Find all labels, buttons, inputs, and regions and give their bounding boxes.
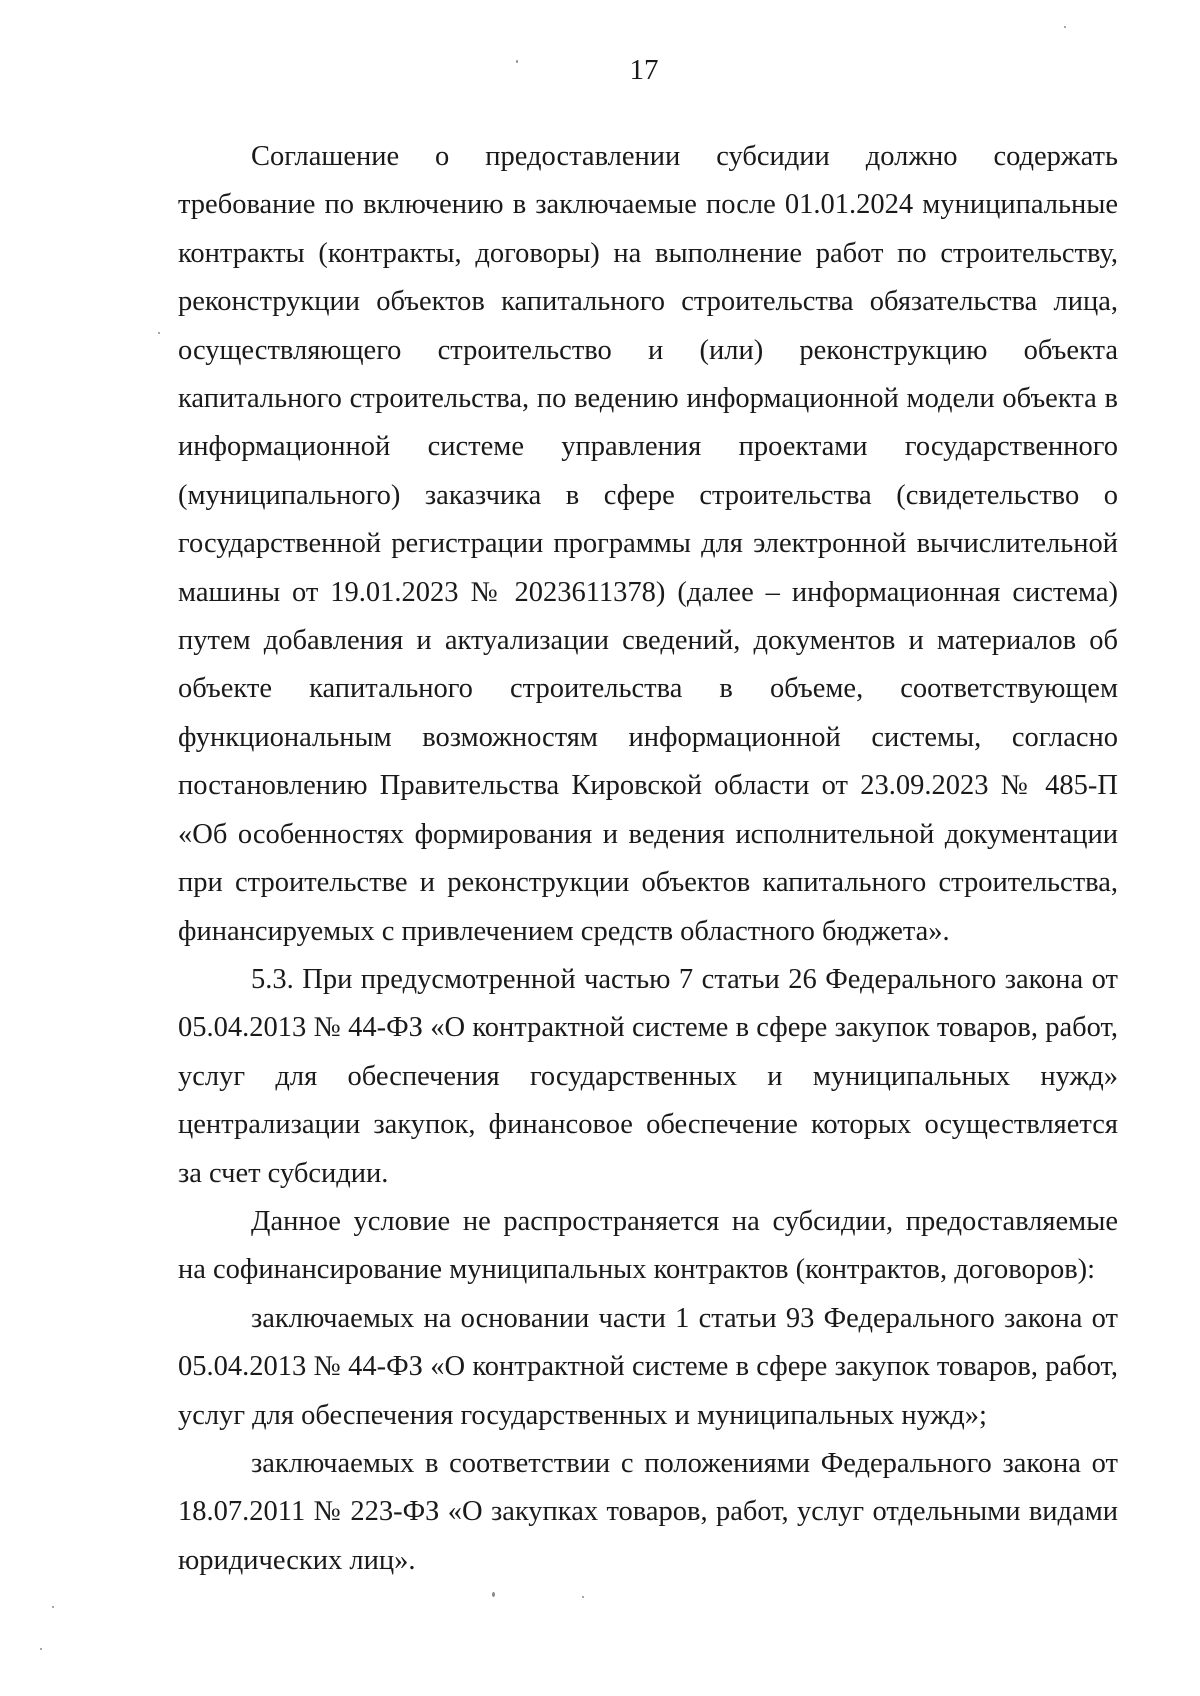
document-body [178, 133, 1118, 1585]
scan-speck [52, 1606, 54, 1608]
scan-speck [40, 1648, 42, 1650]
paragraph-agreement-requirement: Соглашение о предоставлении субсидии должно содержать требование по включению в заключаемые после 01.01.2024 муниципальные контракты (контракты, договоры) на выполнение работ по строительству, реконструкции объектов капитального строительства обязательства лица, осуществляющего строительство и (или) реконструкцию объекта капитального строительства, по ведению информационной модели объекта в информационной системе управления проектами государственного (муниципального) заказчика в сфере строительства (свидетельство о государственной регистрации программы для электронной вычислительной машины от 19.01.2023 № 2023611378) (далее – информационная система) путем добавления и актуализации сведений, документов и материалов об объекте капитального строительства в объеме, соответствующем функциональным возможностям информационной системы, согласно постановлению Правительства Кировской области от 23.09.2023 № 485-П «Об особенностях формирования и ведения исполнительной документации при строительстве и реконструкции объектов капитального строительства, финансируемых с привлечением средств областного бюджета». [178, 141, 1118, 947]
paragraph-list-item-223fz: заключаемых в соответствии с положениями Федерального закона от 18.07.2011 № 223-ФЗ «О закупках товаров, работ, услуг отдельными видами юридических лиц». [178, 1447, 1118, 1576]
scan-speck [516, 60, 518, 63]
paragraph-exception: Данное условие не распространяется на субсидии, предоставляемые на софинансирование муниципальных контрактов (контрактов, договоров): [178, 1205, 1118, 1286]
scan-speck [492, 1592, 495, 1597]
scan-speck [1064, 26, 1066, 28]
page-number: 17 [629, 54, 659, 86]
paragraph-list-item-44fz: заключаемых на основании части 1 статьи 93 Федерального закона от 05.04.2013 № 44-ФЗ «О контрактной системе в сфере закупок товаров, работ, услуг для обеспечения государственных и муниципальных нужд»; [178, 1302, 1118, 1431]
scan-speck [582, 1596, 584, 1598]
scan-speck [158, 332, 160, 334]
paragraph-5-3: 5.3. При предусмотренной частью 7 статьи 26 Федерального закона от 05.04.2013 № 44-ФЗ «О контрактной системе в сфере закупок товаров, работ, услуг для обеспечения государственных и муниципальных нужд» централизации закупок, финансовое обеспечение которых осуществляется за счет субсидии. [178, 963, 1118, 1189]
